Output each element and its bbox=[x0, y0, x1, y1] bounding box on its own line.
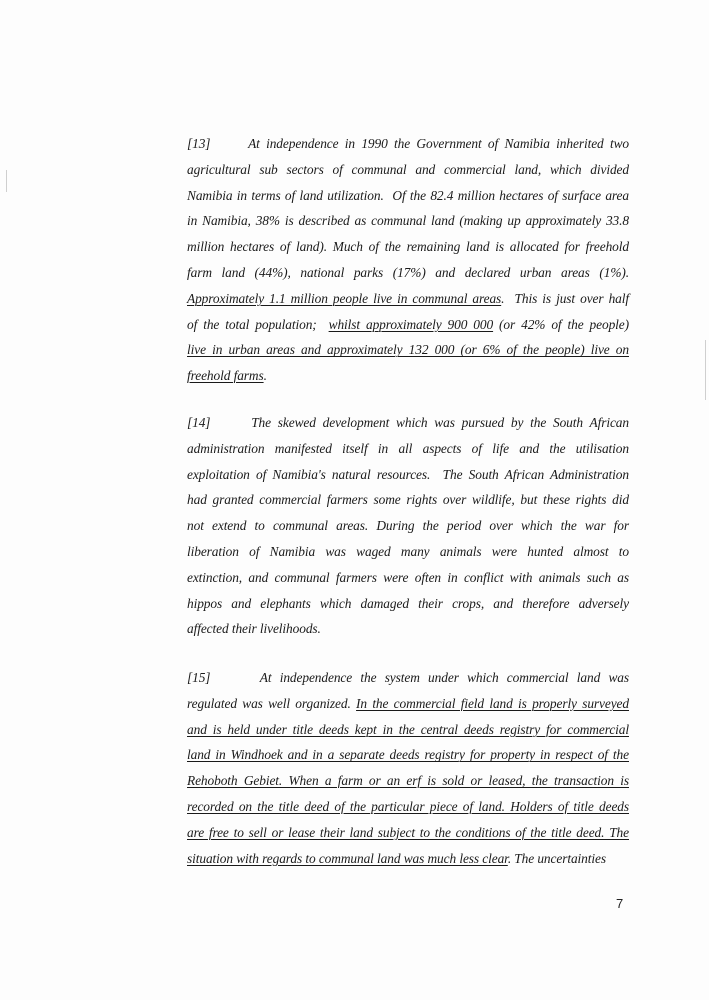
text-line bbox=[187, 513, 629, 539]
text-line bbox=[187, 691, 629, 717]
text-line bbox=[187, 591, 629, 617]
text-segment: regulated was well organized. bbox=[187, 695, 357, 711]
text-line bbox=[187, 820, 629, 846]
text-segment: affected their livelihoods. bbox=[187, 621, 321, 637]
underlined-text: Approximately 1.1 million people live in communal areas bbox=[187, 290, 502, 306]
text-line bbox=[187, 742, 629, 768]
text-line bbox=[187, 462, 629, 488]
text-segment: . This is just over half bbox=[501, 290, 629, 306]
underlined-text: situation with regards to communal land was much less clear bbox=[187, 850, 508, 866]
text-line bbox=[187, 487, 629, 513]
text-segment: not extend to communal areas. During the period over which the war for bbox=[187, 518, 629, 534]
text-line bbox=[187, 846, 629, 872]
underlined-text: In the commercial field land is properly surveyed bbox=[356, 695, 629, 711]
text-segment: extinction, and communal farmers were often in conflict with animals such as bbox=[187, 569, 629, 585]
text-line bbox=[187, 410, 629, 436]
text-segment: [13] At independence in 1990 the Government of Namibia inherited two bbox=[187, 136, 629, 151]
text-line bbox=[187, 363, 629, 389]
text-segment: . The uncertainties bbox=[507, 850, 606, 866]
text-segment: administration manifested itself in all aspects of life and the utilisation bbox=[187, 440, 629, 456]
text-line bbox=[187, 565, 629, 591]
text-segment: agricultural sub sectors of communal and commercial land, which divided bbox=[187, 161, 629, 177]
text-segment: of the total population; bbox=[187, 316, 329, 332]
text-line bbox=[187, 157, 629, 183]
text-segment: . bbox=[263, 368, 267, 384]
text-line bbox=[187, 208, 629, 234]
scan-edge-mark bbox=[705, 340, 706, 400]
text-segment: had granted commercial farmers some rights over wildlife, but these rights did bbox=[187, 492, 629, 508]
underlined-text: are free to sell or lease their land subject to the conditions of the title deed. The bbox=[187, 824, 629, 840]
text-line bbox=[187, 312, 629, 338]
underlined-text: land in Windhoek and in a separate deeds registry for property in respect of the bbox=[187, 747, 629, 763]
underlined-text: live in urban areas and approximately 132 000 (or 6% of the people) live on bbox=[187, 342, 629, 358]
text-line bbox=[187, 539, 629, 565]
text-line bbox=[187, 337, 629, 363]
text-segment: liberation of Namibia was waged many animals were hunted almost to bbox=[187, 543, 629, 559]
text-segment: in Namibia, 38% is described as communal land (making up approximately 33.8 bbox=[187, 213, 629, 229]
text-line bbox=[187, 183, 629, 209]
underlined-text: freehold farms bbox=[187, 368, 264, 384]
text-segment: hippos and elephants which damaged their crops, and therefore adversely bbox=[187, 595, 629, 611]
text-line bbox=[187, 794, 629, 820]
scan-edge-mark bbox=[6, 170, 7, 192]
text-line bbox=[187, 436, 629, 462]
text-segment: [15] At independence the system under which commercial land was bbox=[187, 670, 629, 685]
underlined-text: Rehoboth Gebiet. When a farm or an erf is sold or leased, the transaction is bbox=[187, 773, 629, 789]
text-segment: exploitation of Namibia's natural resources. The South African Administration bbox=[187, 466, 629, 482]
underlined-text: recorded on the title deed of the particular piece of land. Holders of title deeds bbox=[187, 798, 629, 814]
underlined-text: whilst approximately 900 000 bbox=[328, 316, 494, 332]
paragraph-15 bbox=[187, 665, 629, 871]
text-line bbox=[187, 260, 629, 286]
text-line bbox=[187, 665, 629, 691]
text-line bbox=[187, 234, 629, 260]
paragraph-14 bbox=[187, 410, 629, 642]
text-line bbox=[187, 768, 629, 794]
text-line bbox=[187, 717, 629, 743]
text-line bbox=[187, 616, 629, 642]
text-line bbox=[187, 286, 629, 312]
text-segment: farm land (44%), national parks (17%) and declared urban areas (1%). bbox=[187, 264, 629, 280]
paragraph-13 bbox=[187, 131, 629, 389]
page-number: 7 bbox=[616, 896, 624, 911]
underlined-text: and is held under title deeds kept in the central deeds registry for commercial bbox=[187, 721, 629, 737]
text-segment: (or 42% of the people) bbox=[493, 316, 630, 332]
text-segment: million hectares of land). Much of the remaining land is allocated for freehold bbox=[187, 239, 629, 255]
text-segment: Namibia in terms of land utilization. Of the 82.4 million hectares of surface area bbox=[187, 187, 629, 203]
text-segment: [14] The skewed development which was pursued by the South African bbox=[187, 415, 629, 430]
text-line bbox=[187, 131, 629, 157]
